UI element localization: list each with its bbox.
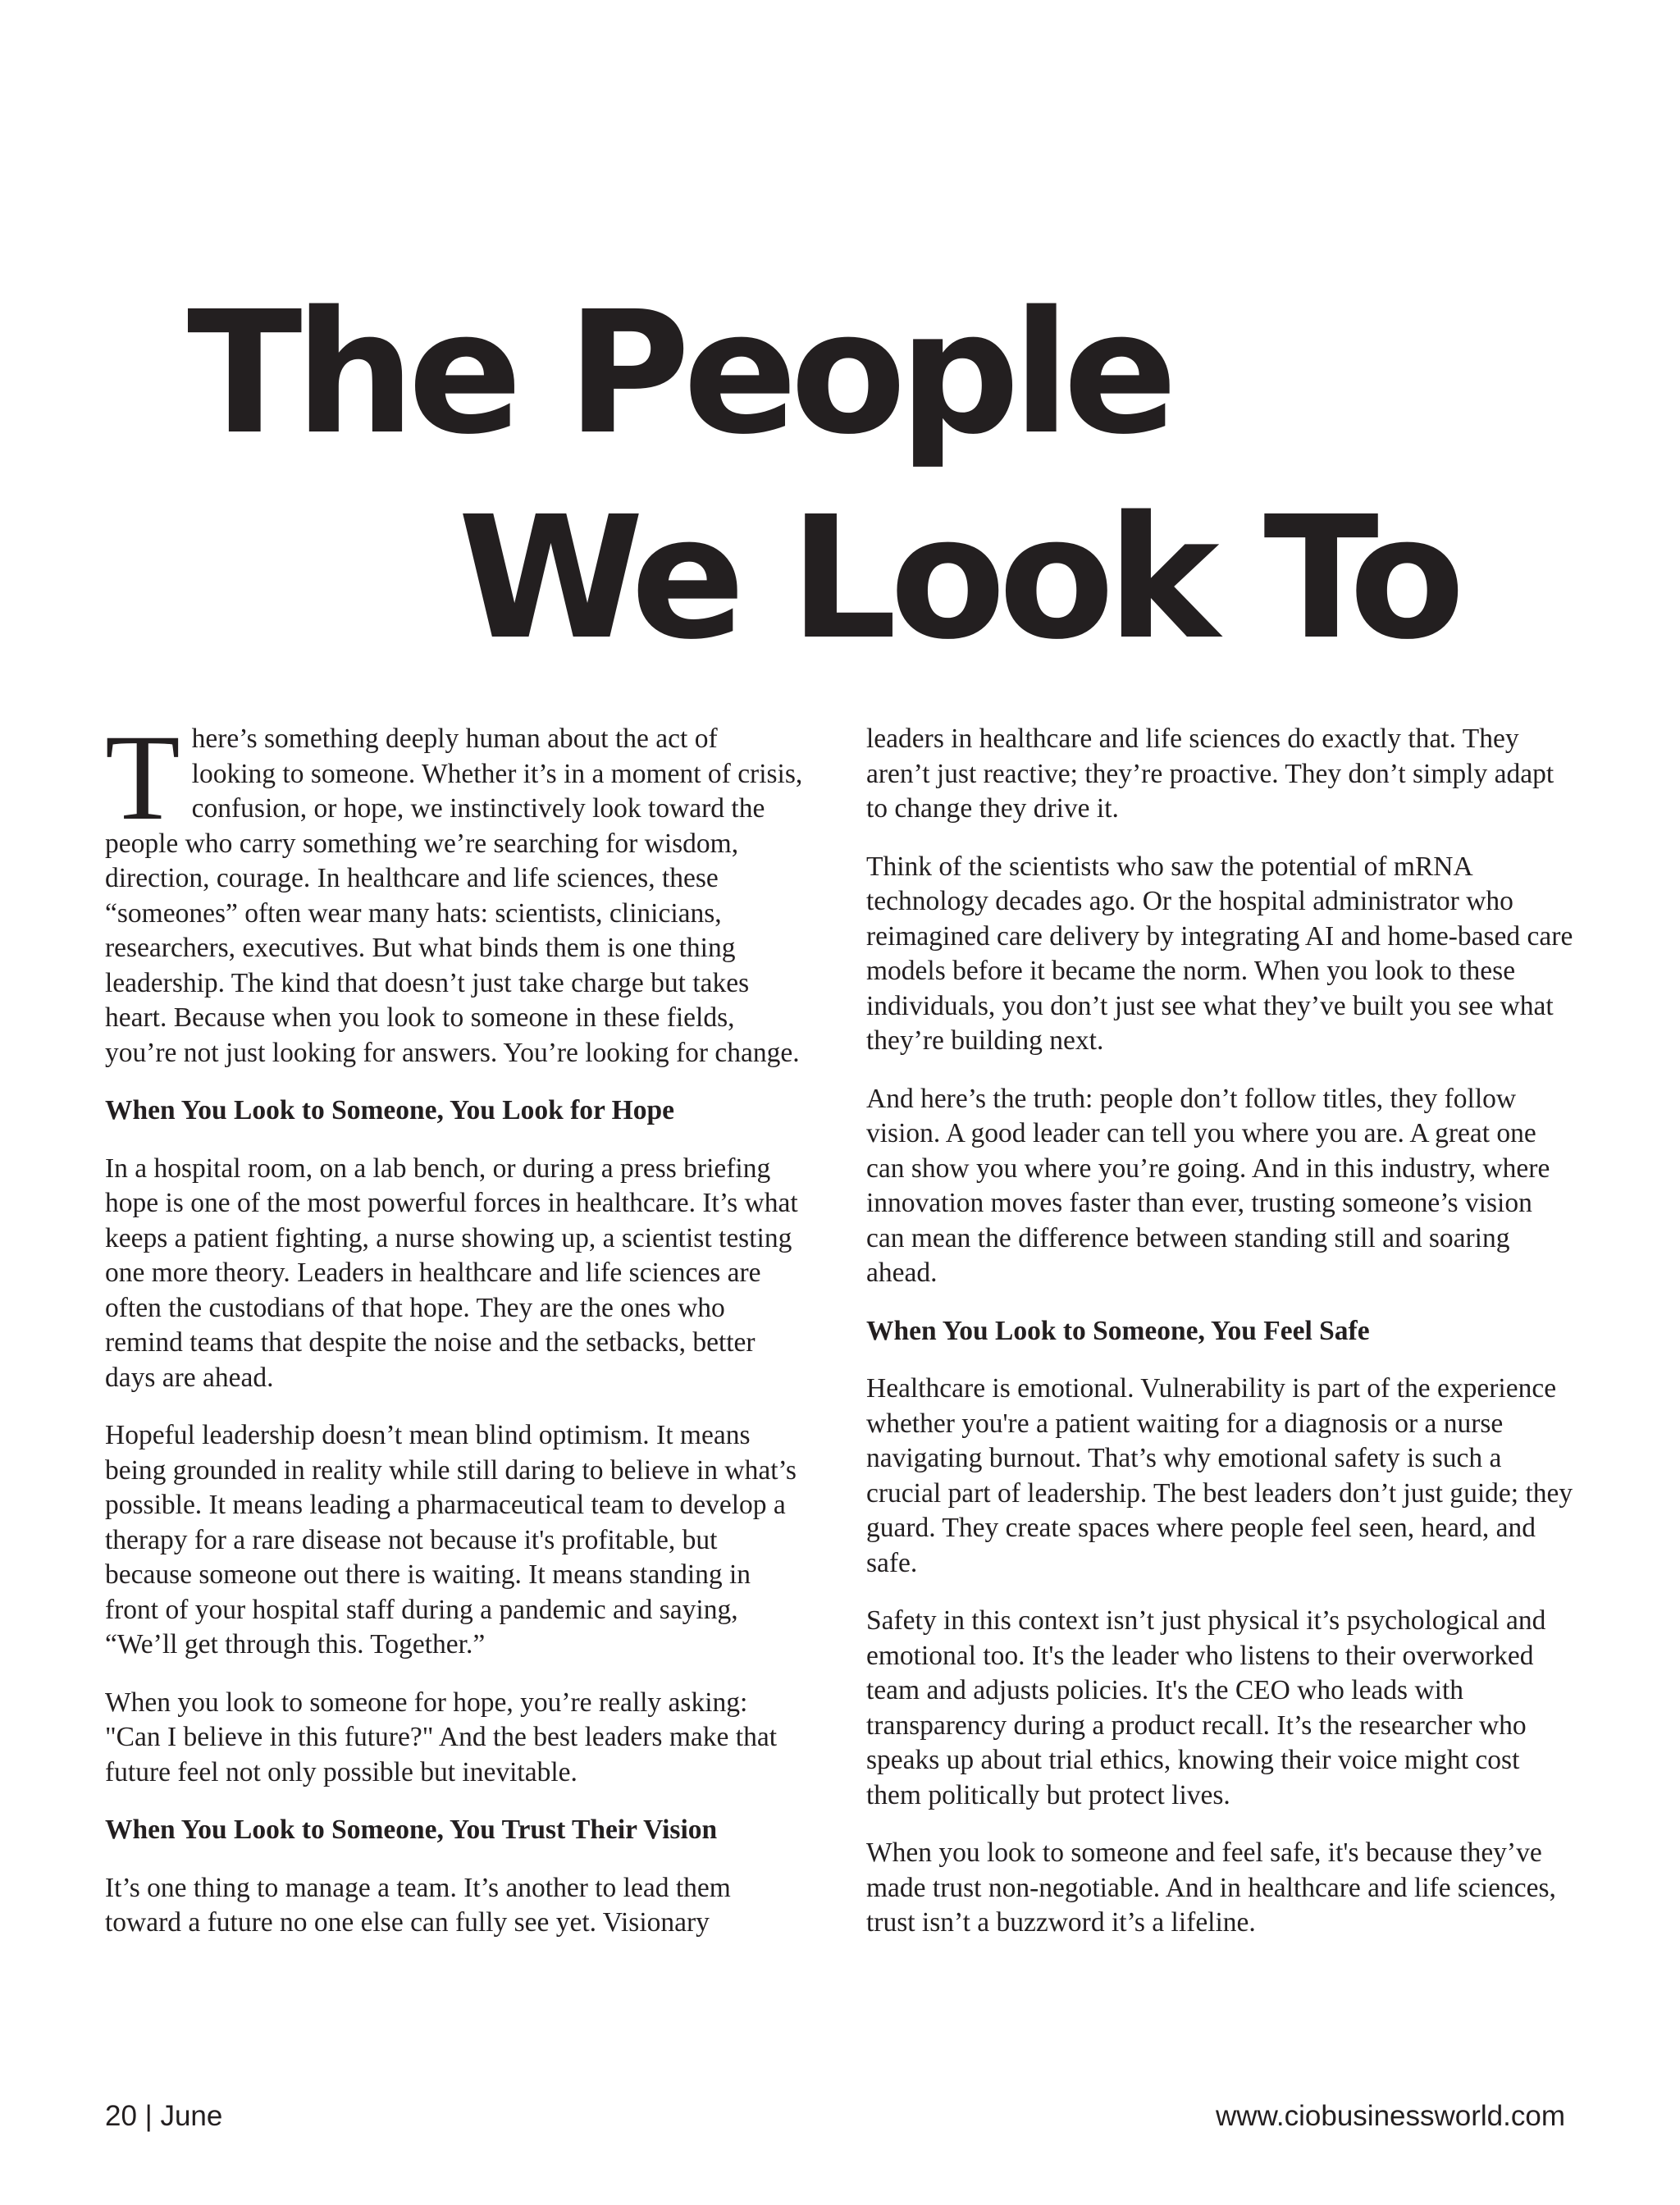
drop-cap: T (105, 710, 180, 846)
paragraph-vision-1-continued: leaders in healthcare and life sciences do exactly that. They aren’t just reactive; they’re proactive. They don’t simply adapt to change they drive it. (866, 724, 1554, 824)
left-column (105, 710, 807, 1964)
website-url: www.ciobusinessworld.com (1216, 2100, 1565, 2132)
paragraph-hope-3: When you look to someone for hope, you’re really asking: "Can I believe in this future?" And the best leaders make that future feel not only possible but inevitable. (105, 1687, 777, 1787)
paragraph-vision-1: It’s one thing to manage a team. It’s another to lead them toward a future no one else can fully see yet. Visionary (105, 1872, 731, 1938)
heading-hope: When You Look to Someone, You Look for Hope (105, 1095, 674, 1125)
paragraph-safe-2: Safety in this context isn’t just physical it’s psychological and emotional too. It's the leader who listens to their overworked team and adjusts policies. It's the CEO who leads with transparency during a product recall. It’s the researcher who speaks up about trial ethics, knowing their voice might cost them politically but protect lives. (866, 1605, 1546, 1810)
intro-text: here’s something deeply human about the act of looking to someone. Whether it’s in a moment of crisis, confusion, or hope, we instinctively look toward the people who carry something we’re searching for wisdom, direction, courage. In healthcare and life sciences, these “someones” often wear many hats: scientists, clinicians, researchers, executives. But what binds them is one thing leadership. The kind that doesn’t just take charge but takes heart. Because when you look to someone in these fields, you’re not just looking for answers. You’re looking for change. (105, 724, 803, 1068)
paragraph-hope-2: Hopeful leadership doesn’t mean blind optimism. It means being grounded in reality while still daring to believe in what’s possible. It means leading a pharmaceutical team to develop a therapy for a rare disease not because it's profitable, but because someone out there is waiting. It means standing in front of your hospital staff during a pandemic and saying, “We’ll get through this. Together.” (105, 1420, 797, 1659)
right-column (866, 722, 1573, 1964)
heading-vision: When You Look to Someone, You Trust Their Vision (105, 1815, 718, 1845)
paragraph-vision-3: And here’s the truth: people don’t follow titles, they follow vision. A good leader can tell you where you are. A great one can show you where you’re going. And in this industry, where innovation moves faster than ever, trusting someone’s vision can mean the difference between standing still and soaring ahead. (866, 1083, 1550, 1288)
paragraph-safe-3: When you look to someone and feel safe, it's because they’ve made trust non-negotiable. And in healthcare and life sciences, trust isn’t a buzzword it’s a lifeline. (866, 1838, 1556, 1938)
article-title-line-1: The People (187, 275, 1171, 472)
paragraph-hope-1: In a hospital room, on a lab bench, or during a press briefing hope is one of the most powerful forces in healthcare. It’s what keeps a patient fighting, a nurse showing up, a scientist testing one more theory. Leaders in healthcare and life sciences are often the custodians of that hope. They are the ones who remind teams that despite the noise and the setbacks, better days are ahead. (105, 1153, 798, 1393)
page-number-label: 20 | June (105, 2100, 223, 2132)
intro-paragraph (105, 710, 807, 1071)
paragraph-vision-2: Think of the scientists who saw the potential of mRNA technology decades ago. Or the hospital administrator who reimagined care delivery by integrating AI and home-based care models before it became the norm. When you look to these individuals, you don’t just see what they’ve built you see what they’re building next. (866, 851, 1573, 1056)
article-title-line-2: We Look To (458, 480, 1459, 677)
heading-safe: When You Look to Someone, You Feel Safe (866, 1315, 1370, 1346)
paragraph-safe-1: Healthcare is emotional. Vulnerability is part of the experience whether you're a patient waiting for a diagnosis or a nurse navigating burnout. That’s why emotional safety is such a crucial part of leadership. The best leaders don’t just guide; they guard. They create spaces where people feel seen, heard, and safe. (866, 1373, 1573, 1578)
